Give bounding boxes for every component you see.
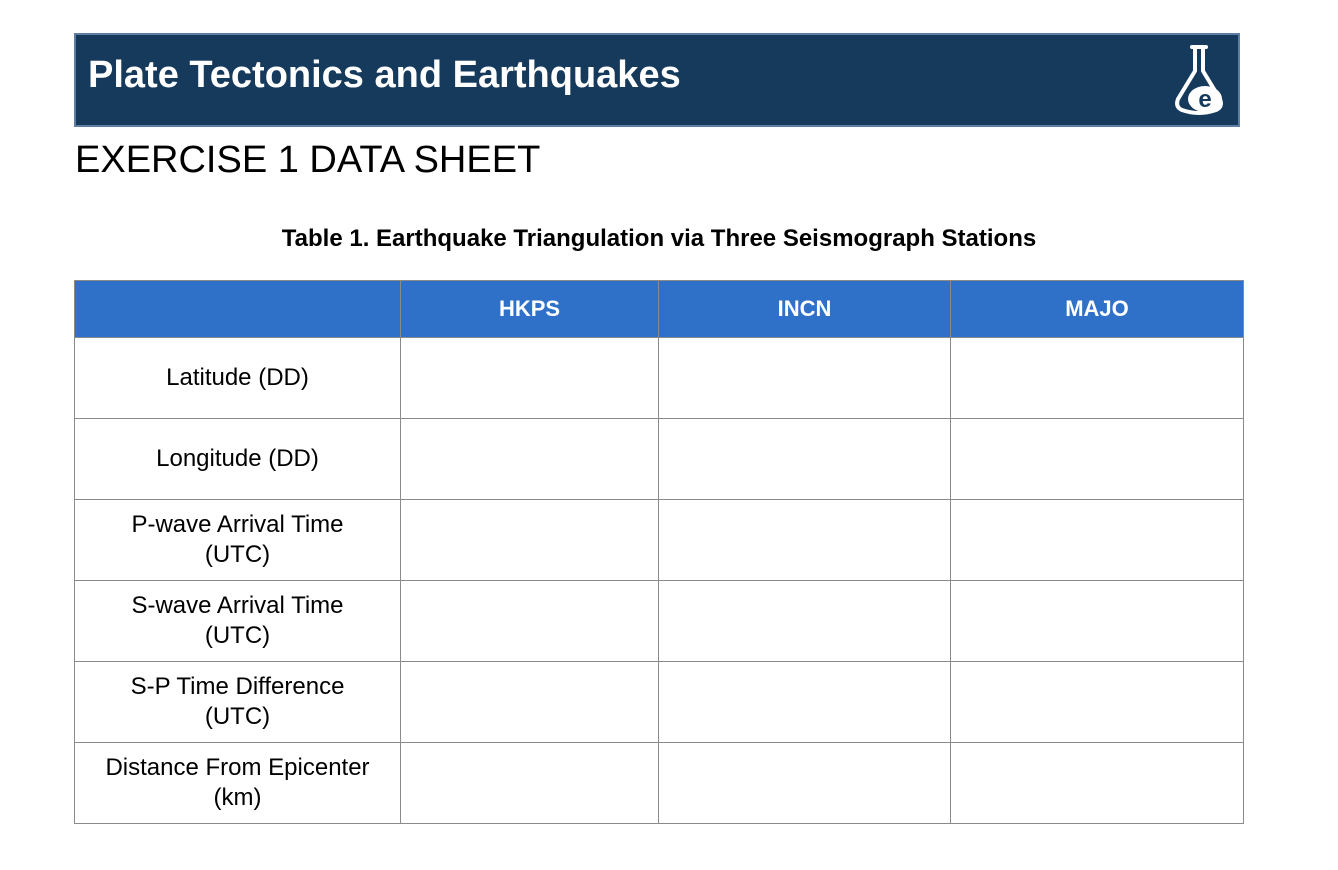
row-label-cell bbox=[75, 581, 401, 662]
column-header-incn: INCN bbox=[659, 281, 951, 338]
row-label: S-P Time Difference (UTC) bbox=[130, 673, 345, 730]
incn-latitude-cell[interactable] bbox=[659, 338, 951, 419]
row-label-cell bbox=[75, 419, 401, 500]
table-row bbox=[75, 419, 1244, 500]
majo-s-p-difference-cell[interactable] bbox=[951, 662, 1244, 743]
row-label: P-wave Arrival Time (UTC) bbox=[131, 511, 344, 568]
hkps-longitude-cell[interactable] bbox=[401, 419, 659, 500]
row-label-cell bbox=[75, 338, 401, 419]
table-row bbox=[75, 338, 1244, 419]
incn-s-wave-cell[interactable] bbox=[659, 581, 951, 662]
row-label-cell bbox=[75, 743, 401, 824]
row-label: Distance From Epicenter (km) bbox=[105, 754, 370, 811]
hkps-s-wave-cell[interactable] bbox=[401, 581, 659, 662]
column-header-empty bbox=[75, 281, 401, 338]
table-row bbox=[75, 662, 1244, 743]
header-banner bbox=[74, 33, 1240, 127]
row-label-cell bbox=[75, 500, 401, 581]
incn-s-p-difference-cell[interactable] bbox=[659, 662, 951, 743]
majo-p-wave-cell[interactable] bbox=[951, 500, 1244, 581]
svg-text:e: e bbox=[1198, 86, 1212, 113]
majo-s-wave-cell[interactable] bbox=[951, 581, 1244, 662]
row-label-cell bbox=[75, 662, 401, 743]
table-header-row bbox=[75, 281, 1244, 338]
column-header-hkps: HKPS bbox=[401, 281, 659, 338]
flask-e-logo-icon bbox=[1170, 43, 1228, 119]
data-table bbox=[74, 280, 1244, 824]
table-row bbox=[75, 500, 1244, 581]
column-header-majo: MAJO bbox=[951, 281, 1244, 338]
majo-distance-cell[interactable] bbox=[951, 743, 1244, 824]
sheet-title: EXERCISE 1 DATA SHEET bbox=[75, 139, 541, 181]
hkps-latitude-cell[interactable] bbox=[401, 338, 659, 419]
table-caption: Table 1. Earthquake Triangulation via Three Seismograph Stations bbox=[281, 225, 1037, 252]
hkps-distance-cell[interactable] bbox=[401, 743, 659, 824]
incn-longitude-cell[interactable] bbox=[659, 419, 951, 500]
row-label: S-wave Arrival Time (UTC) bbox=[131, 592, 344, 649]
majo-longitude-cell[interactable] bbox=[951, 419, 1244, 500]
hkps-p-wave-cell[interactable] bbox=[401, 500, 659, 581]
page-title: Plate Tectonics and Earthquakes bbox=[88, 54, 681, 96]
incn-distance-cell[interactable] bbox=[659, 743, 951, 824]
majo-latitude-cell[interactable] bbox=[951, 338, 1244, 419]
incn-p-wave-cell[interactable] bbox=[659, 500, 951, 581]
row-label: Latitude (DD) bbox=[166, 364, 309, 391]
row-label: Longitude (DD) bbox=[156, 445, 319, 472]
hkps-s-p-difference-cell[interactable] bbox=[401, 662, 659, 743]
table-row bbox=[75, 743, 1244, 824]
table-row bbox=[75, 581, 1244, 662]
